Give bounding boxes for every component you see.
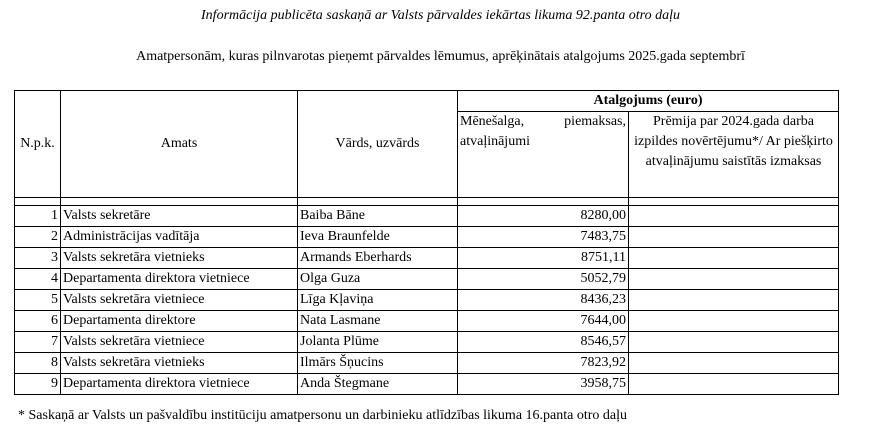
column-header-name: Vārds, uzvārds bbox=[298, 91, 458, 198]
row-name: Nata Lasmane bbox=[298, 311, 458, 332]
table-title: Amatpersonām, kuras pilnvarotas pieņemt pārvaldes lēmumus, aprēķinātais atalgojums 2025.gada septembrī bbox=[136, 49, 745, 64]
row-monthly: 7483,75 bbox=[458, 227, 629, 248]
table-row bbox=[15, 332, 839, 353]
row-number: 7 bbox=[15, 332, 61, 353]
row-bonus bbox=[629, 311, 839, 332]
row-number: 3 bbox=[15, 248, 61, 269]
row-position: Departamenta direktora vietniece bbox=[61, 269, 298, 290]
row-name: Olga Guza bbox=[298, 269, 458, 290]
row-bonus bbox=[629, 332, 839, 353]
row-position: Departamenta direktore bbox=[61, 311, 298, 332]
row-name: Baiba Bāne bbox=[298, 206, 458, 227]
row-name: Anda Štegmane bbox=[298, 374, 458, 395]
row-monthly: 8436,23 bbox=[458, 290, 629, 311]
table-row bbox=[15, 374, 839, 395]
row-position: Valsts sekretāra vietnieks bbox=[61, 353, 298, 374]
row-bonus bbox=[629, 248, 839, 269]
row-monthly: 5052,79 bbox=[458, 269, 629, 290]
row-position: Valsts sekretāra vietniece bbox=[61, 290, 298, 311]
salary-table bbox=[14, 90, 839, 395]
row-bonus bbox=[629, 353, 839, 374]
row-position: Valsts sekretāra vietnieks bbox=[61, 248, 298, 269]
table-row bbox=[15, 353, 839, 374]
spacer-cell bbox=[15, 198, 61, 206]
row-monthly: 7644,00 bbox=[458, 311, 629, 332]
row-number: 2 bbox=[15, 227, 61, 248]
spacer-cell bbox=[298, 198, 458, 206]
row-monthly: 8751,11 bbox=[458, 248, 629, 269]
table-row bbox=[15, 206, 839, 227]
column-header-npk: N.p.k. bbox=[15, 91, 61, 198]
row-number: 9 bbox=[15, 374, 61, 395]
table-header-row-top bbox=[15, 91, 839, 112]
table-row bbox=[15, 311, 839, 332]
table-row bbox=[15, 227, 839, 248]
row-number: 8 bbox=[15, 353, 61, 374]
row-name: Līga Kļaviņa bbox=[298, 290, 458, 311]
row-position: Valsts sekretāra vietniece bbox=[61, 332, 298, 353]
row-position: Departamenta direktora vietniece bbox=[61, 374, 298, 395]
row-position: Valsts sekretāre bbox=[61, 206, 298, 227]
footnote: * Saskaņā ar Valsts un pašvaldību institūciju amatpersonu un darbinieku atlīdzības likuma 16.panta otro daļu bbox=[18, 408, 628, 423]
row-bonus bbox=[629, 227, 839, 248]
row-monthly: 8280,00 bbox=[458, 206, 629, 227]
row-bonus bbox=[629, 374, 839, 395]
column-header-monthly: Mēnešalga, piemaksas, atvaļinājumi bbox=[458, 112, 629, 198]
table-row bbox=[15, 269, 839, 290]
table-spacer-row bbox=[15, 198, 839, 206]
column-header-position: Amats bbox=[61, 91, 298, 198]
row-monthly: 8546,57 bbox=[458, 332, 629, 353]
spacer-cell bbox=[629, 198, 839, 206]
spacer-cell bbox=[458, 198, 629, 206]
spacer-cell bbox=[61, 198, 298, 206]
row-name: Ieva Braunfelde bbox=[298, 227, 458, 248]
row-bonus bbox=[629, 206, 839, 227]
row-number: 6 bbox=[15, 311, 61, 332]
row-monthly: 7823,92 bbox=[458, 353, 629, 374]
row-bonus bbox=[629, 290, 839, 311]
row-number: 4 bbox=[15, 269, 61, 290]
document-caption: Informācija publicēta saskaņā ar Valsts pārvaldes iekārtas likuma 92.panta otro daļu bbox=[201, 8, 680, 23]
row-number: 5 bbox=[15, 290, 61, 311]
column-header-bonus: Prēmija par 2024.gada darba izpildes novērtējumu*/ Ar piešķirto atvaļinājumu saistītās izmaksas bbox=[629, 112, 839, 198]
row-name: Armands Eberhards bbox=[298, 248, 458, 269]
row-name: Jolanta Plūme bbox=[298, 332, 458, 353]
row-name: Ilmārs Šņucins bbox=[298, 353, 458, 374]
row-bonus bbox=[629, 269, 839, 290]
table-row bbox=[15, 248, 839, 269]
column-group-header-salary: Atalgojums (euro) bbox=[458, 91, 839, 112]
row-position: Administrācijas vadītāja bbox=[61, 227, 298, 248]
table-row bbox=[15, 290, 839, 311]
row-monthly: 3958,75 bbox=[458, 374, 629, 395]
row-number: 1 bbox=[15, 206, 61, 227]
